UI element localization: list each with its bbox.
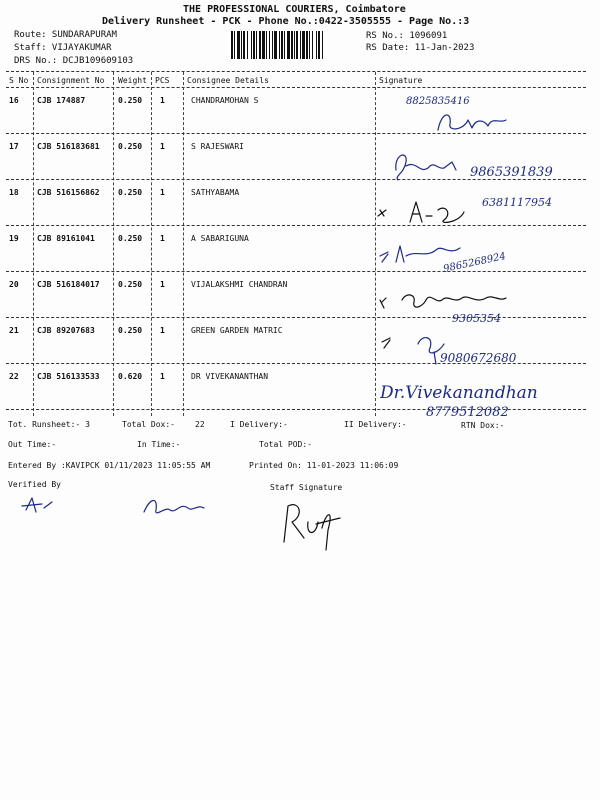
total-pod: Total POD:- xyxy=(259,440,312,449)
printed-on: Printed On: 11-01-2023 11:06:09 xyxy=(249,461,399,470)
row-consignee: GREEN GARDEN MATRIC xyxy=(191,326,283,335)
column-divider xyxy=(151,72,152,416)
signature-row-17 xyxy=(392,140,592,190)
row-pcs: 1 xyxy=(160,280,165,289)
document-subtitle: Delivery Runsheet - PCK - Phone No.:0422-3505555 - Page No.:3 xyxy=(102,16,470,27)
column-header-consignee: Consignee Details xyxy=(187,76,269,85)
column-divider xyxy=(113,72,114,416)
row-sno: 19 xyxy=(9,234,19,243)
i-delivery: I Delivery:- xyxy=(230,420,288,429)
table-top-line xyxy=(6,71,586,72)
column-divider xyxy=(33,72,34,416)
row-weight: 0.250 xyxy=(118,96,143,105)
total-dox-label: Total Dox:- xyxy=(122,420,175,429)
verified-by-label: Verified By xyxy=(8,480,61,489)
row-weight: 0.250 xyxy=(118,280,143,289)
row-pcs: 1 xyxy=(160,372,165,381)
total-runsheet: Tot. Runsheet:- 3 xyxy=(8,420,90,429)
signature-phone: 8825835416 xyxy=(406,96,470,107)
signature-row-22 xyxy=(380,372,580,420)
document-title: THE PROFESSIONAL COURIERS, Coimbatore xyxy=(183,4,406,15)
column-header-sno: S No xyxy=(9,76,29,85)
row-pcs: 1 xyxy=(160,188,165,197)
row-sno: 20 xyxy=(9,280,19,289)
row-weight: 0.250 xyxy=(118,326,143,335)
row-sno: 22 xyxy=(9,372,19,381)
row-weight: 0.250 xyxy=(118,234,143,243)
row-consignment-no: CJB 516156862 xyxy=(37,188,100,197)
barcode-bar xyxy=(323,31,324,59)
signature-row-21 xyxy=(378,326,578,372)
table-header-line xyxy=(6,87,586,88)
column-header-consignment: Consignment No xyxy=(37,76,105,85)
row-pcs: 1 xyxy=(160,96,165,105)
signature-row-16 xyxy=(380,90,580,138)
staff-signature xyxy=(270,494,360,554)
row-consignment-no: CJB 89161041 xyxy=(37,234,95,243)
rs-date: RS Date: 11-Jan-2023 xyxy=(366,43,475,53)
signature-phone: 8779512082 xyxy=(426,405,509,420)
total-dox-value: 22 xyxy=(195,420,205,429)
column-header-pcs: PCS xyxy=(155,76,170,85)
column-header-weight: Weight xyxy=(118,76,147,85)
rs-number: RS No.: 1096091 xyxy=(366,31,448,41)
row-consignment-no: CJB 174887 xyxy=(37,96,86,105)
column-header-signature: Signature xyxy=(379,76,423,85)
row-consignee: DR VIVEKANANTHAN xyxy=(191,372,269,381)
row-consignment-no: CJB 516183681 xyxy=(37,142,100,151)
signature-phone: 9305354 xyxy=(452,312,501,325)
signature-phone: 9865391839 xyxy=(470,165,553,180)
staff-signature-label: Staff Signature xyxy=(270,483,343,492)
row-sno: 17 xyxy=(9,142,19,151)
row-pcs: 1 xyxy=(160,142,165,151)
entered-by: Entered By :KAVIPCK 01/11/2023 11:05:55 AM xyxy=(8,461,211,470)
row-consignment-no: CJB 516184017 xyxy=(37,280,100,289)
rtn-dox: RTN Dox:- xyxy=(461,421,505,430)
signature-phone: 9865268924 xyxy=(442,250,507,275)
signature-row-20 xyxy=(376,282,576,330)
row-pcs: 1 xyxy=(160,326,165,335)
signature-phone: 9080672680 xyxy=(440,351,517,365)
signature-phone: 6381117954 xyxy=(482,196,552,209)
verifier-signature xyxy=(20,488,220,528)
row-consignee: SATHYABAMA xyxy=(191,188,240,197)
row-consignment-no: CJB 516133533 xyxy=(37,372,100,381)
row-consignee: A SABARIGUNA xyxy=(191,234,249,243)
row-consignee: VIJALAKSHMI CHANDRAN xyxy=(191,280,288,289)
signature-row-19 xyxy=(376,232,576,278)
signature-name: Dr.Vivekanandhan xyxy=(380,383,538,403)
row-sno: 21 xyxy=(9,326,19,335)
out-time: Out Time:- xyxy=(8,440,57,449)
signature-row-18 xyxy=(372,190,582,236)
drs-number: DRS No.: DCJB109609103 xyxy=(14,56,134,66)
in-time: In Time:- xyxy=(137,440,181,449)
row-sno: 16 xyxy=(9,96,19,105)
row-consignment-no: CJB 89207683 xyxy=(37,326,95,335)
row-consignee: S RAJESWARI xyxy=(191,142,244,151)
row-pcs: 1 xyxy=(160,234,165,243)
row-sno: 18 xyxy=(9,188,19,197)
row-weight: 0.620 xyxy=(118,372,143,381)
route-label: Route: SUNDARAPURAM xyxy=(14,30,117,40)
barcode xyxy=(231,31,360,59)
staff-label: Staff: VIJAYAKUMAR xyxy=(14,43,112,53)
row-weight: 0.250 xyxy=(118,142,143,151)
ii-delivery: II Delivery:- xyxy=(344,420,407,429)
column-divider xyxy=(183,72,184,416)
row-weight: 0.250 xyxy=(118,188,143,197)
row-consignee: CHANDRAMOHAN S xyxy=(191,96,259,105)
